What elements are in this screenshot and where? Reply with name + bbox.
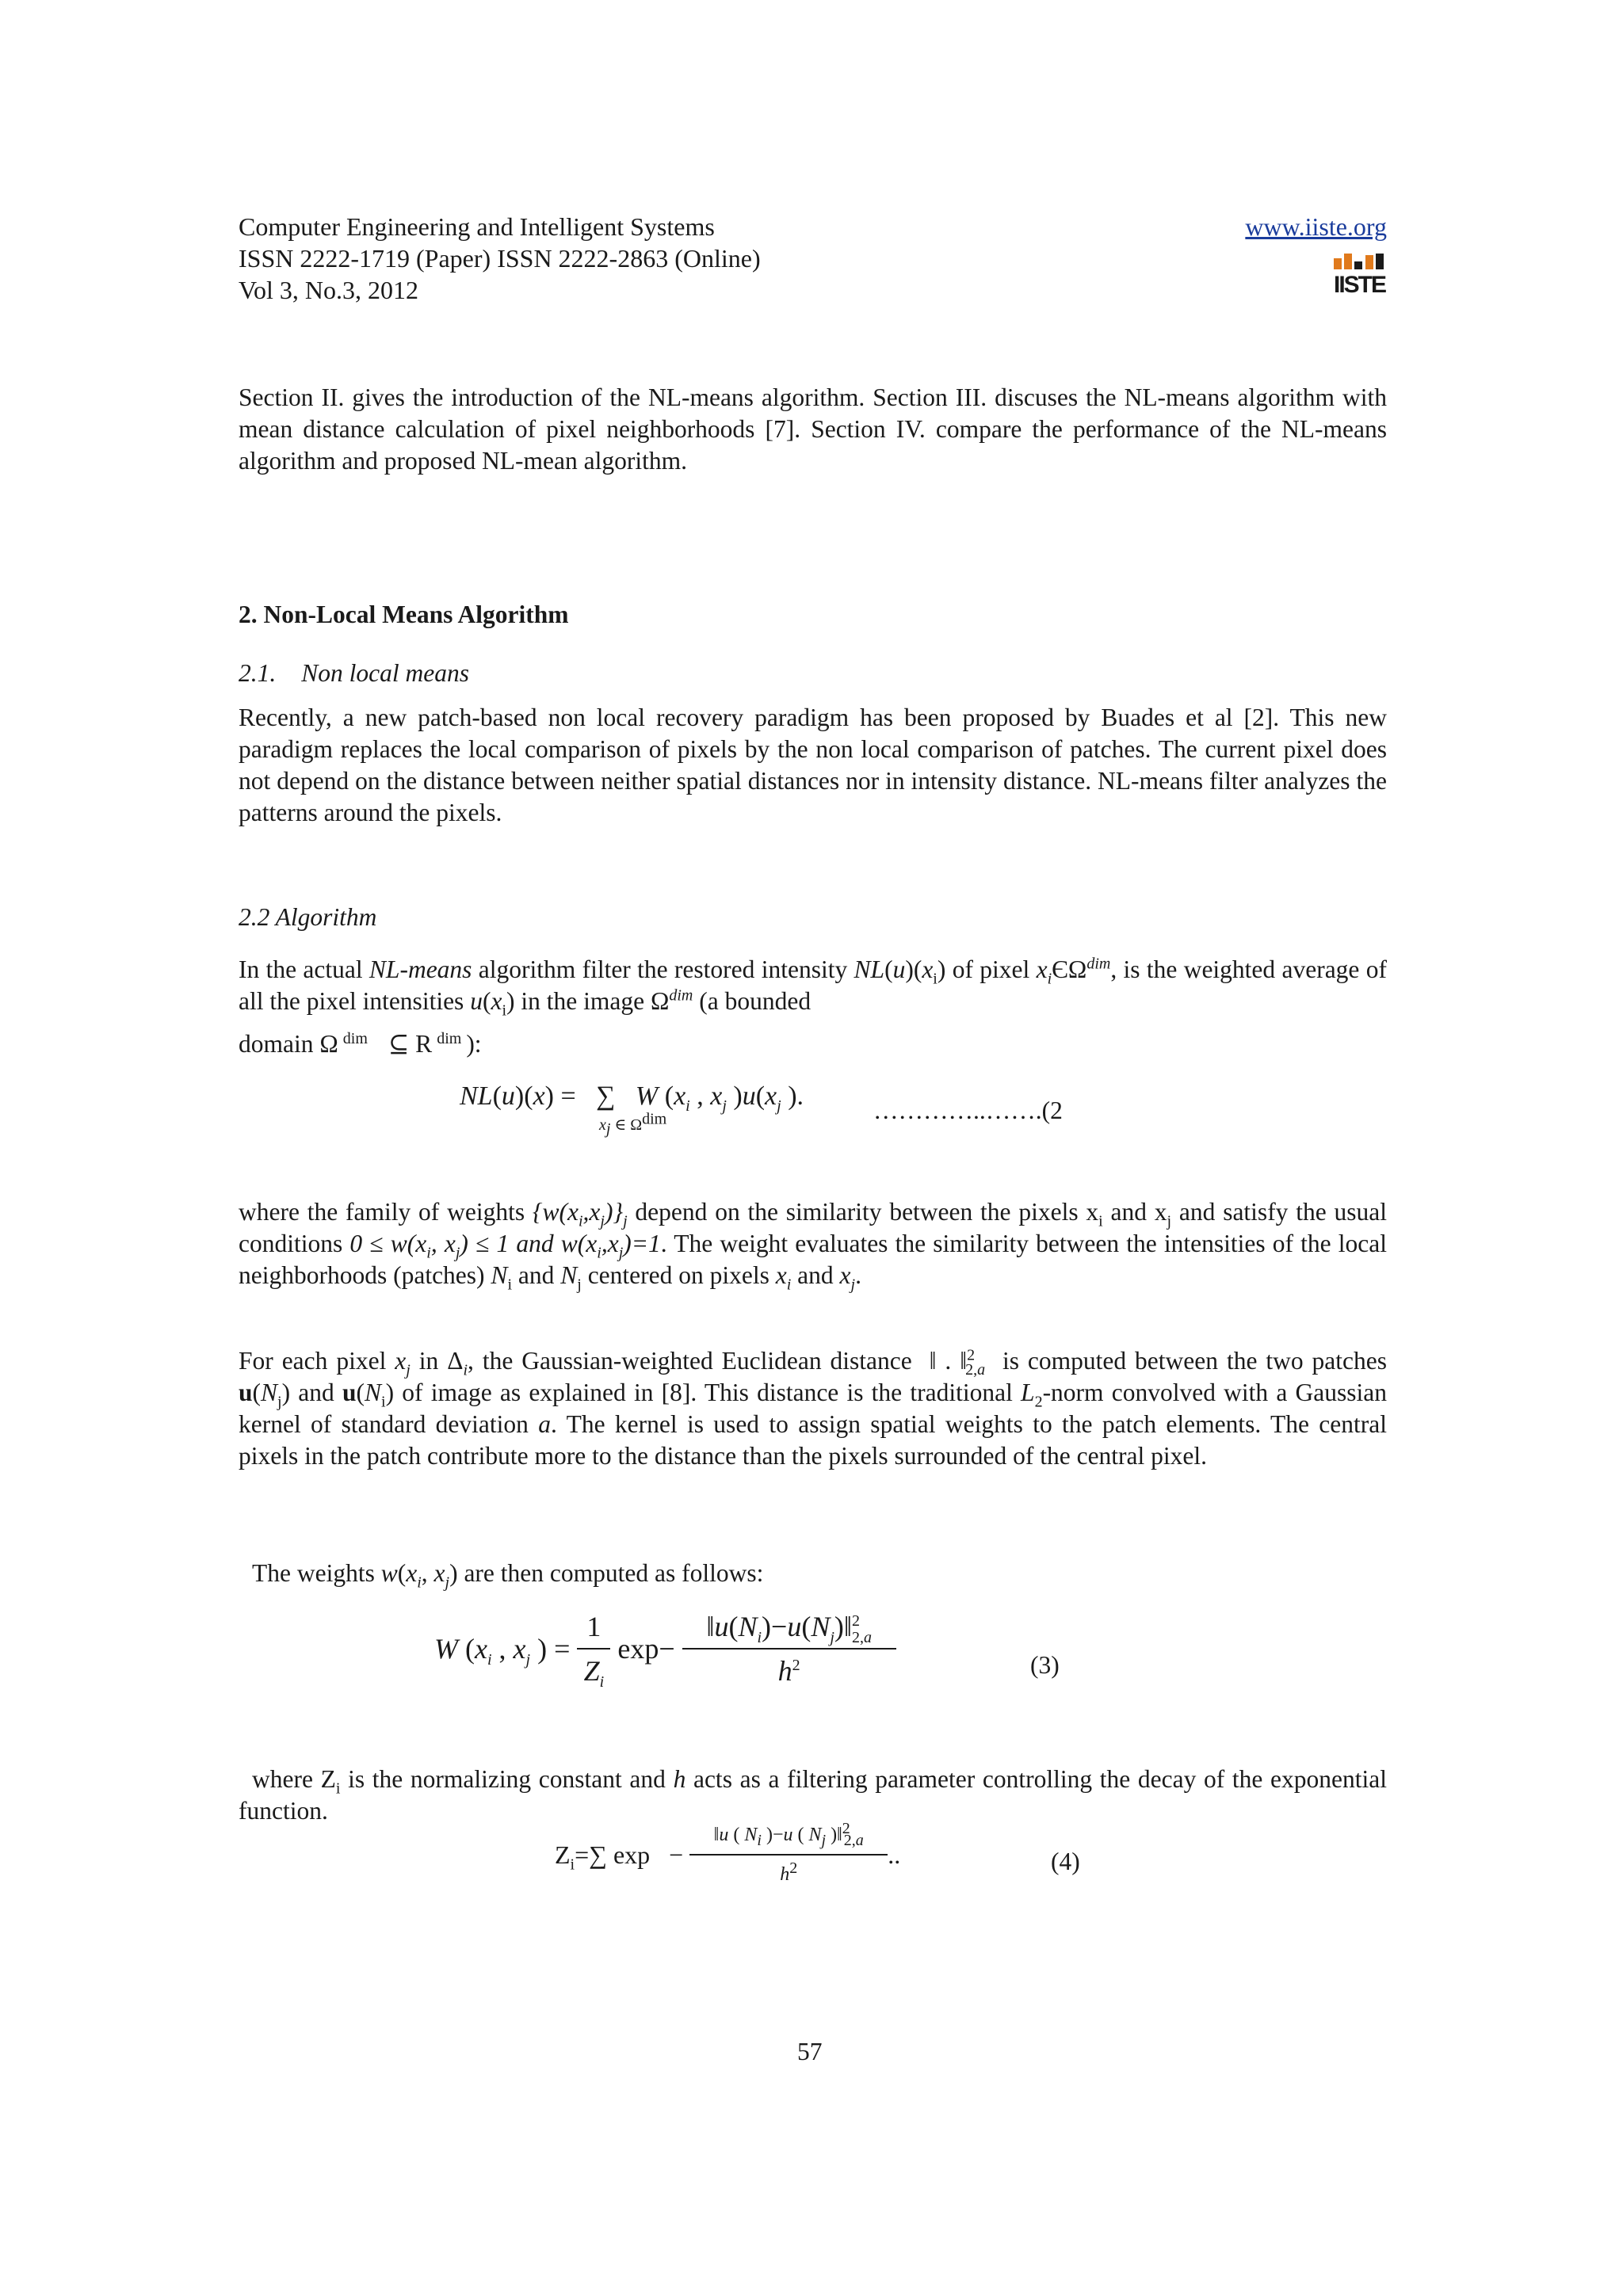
algorithm-paragraph-2: where the family of weights $\{w(x_i,x_j)\}_j$ depend on the similarity between the pixels $x_i$ and $x_j$ and satisfy the usual conditions $0 \le w(x_i$, $x_j) \le 1$ and $w(x_i,x_j)=1$. The weight evaluates the similarity between the intensities of the local neighborhoods (patches) $N_i$ and $N_j$ centered on pixels $x_i$ and $x_j$.	[239, 1198, 1388, 1294]
logo-bars-icon	[1334, 252, 1386, 269]
logo-text: IISTE	[1334, 272, 1386, 298]
equation-4: $Z_i=\sum$ exp − $\frac{‖u ( N_i )-u ( N_j )‖^2_{2,a}}{h^2}$ ..	[555, 1820, 901, 1885]
page-number: 57	[797, 2038, 823, 2065]
equation-3: W ($x_i$ , $x_j$ ) = $\frac{1}{Z_i}$ exp− $\frac{‖u(N_i)-u(N_j)‖^2_{2,a}}{h^2}$	[434, 1608, 896, 1689]
norm-symbol: ‖ . ‖$^2_{2,a}$	[929, 1346, 986, 1379]
algorithm-paragraph-3: For each pixel $x_j$ in $\Delta_i$, the Gaussian-weighted Euclidean distance ‖ . ‖$^2_{2,a}$ is computed between the two patches $u(N_j)$ and $u(N_i)$ of image as explained in [8]. This distance is the traditional $L_2$-norm convolved with a Gaussian kernel of standard deviation a. The kernel is used to assign spatial weights to the patch elements. The central pixels in the patch contribute more to the distance than the pixels surrounded of the central pixel.	[239, 1346, 1388, 1470]
subsection-title: Non local means	[301, 659, 469, 687]
section-heading: 2. Non-Local Means Algorithm	[239, 601, 569, 628]
equation-2: NL(u)(x) = ∑ W ($x_i$ , $x_j$ )$u(x_j$ ).	[460, 1081, 804, 1115]
non-local-means-paragraph: Recently, a new patch-based non local recovery paradigm has been proposed by Buades et al [2]. This new paradigm replaces the local comparison of pixels by the non local comparison of patches. The current pixel does not depend on the distance between neither spatial distances nor in intensity distance. NL-means filter analyzes the patterns around the pixels.	[239, 704, 1387, 826]
website-link[interactable]: www.iiste.org	[1245, 212, 1387, 241]
domain-line: domain Ω $^{dim}$ ⊆ R $^{dim}$ ):	[239, 1029, 482, 1058]
iiste-logo	[1334, 252, 1386, 304]
subsection-2-2-heading	[239, 902, 376, 933]
equation-4-number: (4)	[1051, 1848, 1080, 1875]
issn-line: ISSN 2222-1719 (Paper) ISSN 2222-2863 (Online)	[239, 244, 761, 273]
equation-2-sum-index: $x_j$ ∈ $\Omega^{dim}$	[599, 1110, 667, 1138]
equation-2-number: …………..…….(2	[873, 1097, 1063, 1124]
volume-line: Vol 3, No.3, 2012	[239, 276, 418, 304]
journal-title: Computer Engineering and Intelligent Systems	[239, 212, 715, 241]
subsection-2-1-heading	[239, 658, 469, 689]
intro-paragraph: Section II. gives the introduction of the NL-means algorithm. Section III. discuses the NL-means algorithm with mean distance calculation of pixel neighborhoods [7]. Section IV. compare the performance of the NL-means algorithm and proposed NL-mean algorithm.	[239, 383, 1387, 475]
subsection-number: 2.1.	[239, 659, 277, 687]
equation-3-number: (3)	[1030, 1651, 1060, 1679]
subsection-2-2-title: 2.2 Algorithm	[239, 903, 377, 931]
weights-intro-line: The weights $w(x_i$, $x_j$) are then computed as follows:	[252, 1559, 764, 1592]
algorithm-paragraph-1: In the actual NL-means algorithm filter the restored intensity $NL(u)(x_i)$ of pixel $x_iЄ\Omega^{dim}$, is the weighted average of all the pixel intensities $u(x_i)$ in the image $\Omega^{dim}$ (a bounded	[239, 955, 1387, 1020]
algorithm-paragraph-5: where $Z_i$ is the normalizing constant and h acts as a filtering parameter controlling the decay of the exponential function.	[239, 1765, 1387, 1825]
